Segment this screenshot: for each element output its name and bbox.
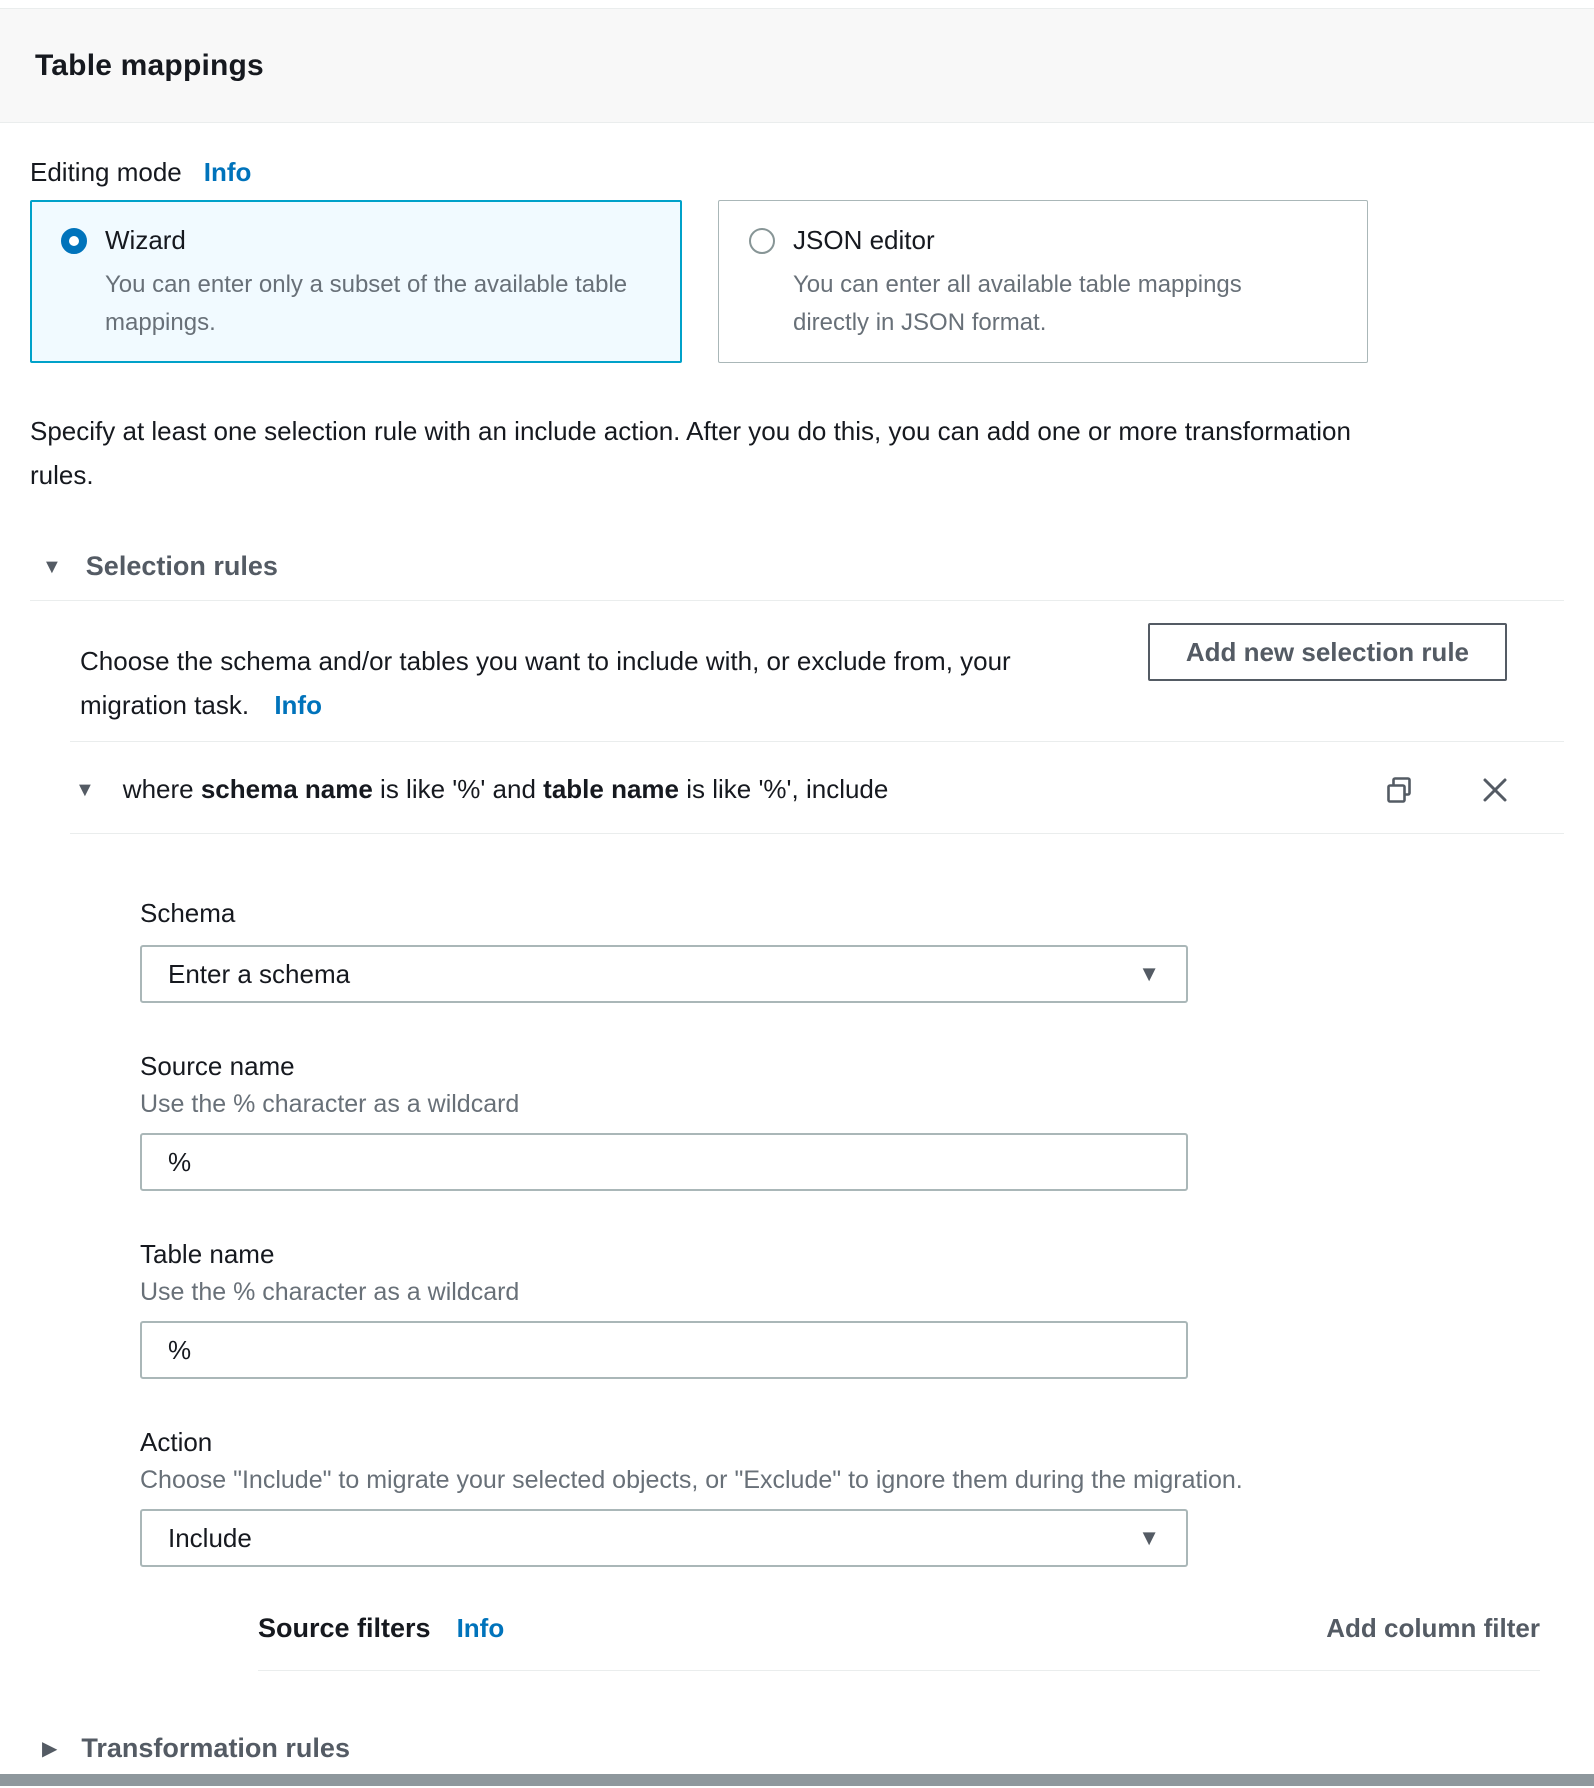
wizard-radio-row [61,225,657,256]
action-label: Action [140,1427,213,1457]
source-filters-title: Source filters [258,1613,431,1643]
editing-mode-info-link[interactable]: Info [203,157,252,187]
editing-mode-label: Editing mode [30,157,182,187]
action-field [140,1427,1564,1567]
rule-actions [1384,775,1510,805]
table-name-field [140,1239,1564,1379]
selection-rules-toolbar [30,601,1564,733]
radio-card-wizard[interactable] [30,200,682,363]
rule-summary [123,774,889,805]
source-name-label: Source name [140,1051,295,1081]
action-hint: Choose "Include" to migrate your selected objects, or "Exclude" to ignore them during the migration. [140,1466,1243,1494]
copy-rule-icon[interactable] [1384,775,1414,805]
page-title: Table mappings [35,48,264,82]
radio-card-json-editor[interactable] [718,200,1368,363]
action-select[interactable] [140,1509,1188,1567]
selection-rules-description-text: Choose the schema and/or tables you want to include with, or exclude from, your migration task. [80,646,1011,720]
selection-rules-info-link[interactable]: Info [274,690,322,720]
editing-mode-options [30,200,1564,363]
rule-summary-prefix: where [122,774,201,804]
add-column-filter-button[interactable]: Add column filter [1326,1613,1540,1643]
transformation-rules-title: Transformation rules [81,1733,350,1763]
intro-text: Specify at least one selection rule with an include action. After you do this, you can add one or more transformation rules. [30,416,1351,490]
panel-header [0,8,1594,123]
chevron-down-icon: ▼ [1138,1525,1160,1550]
rule-summary-mid: is like '%' and [372,774,544,804]
table-name-input[interactable] [140,1321,1188,1379]
schema-label: Schema [140,898,236,928]
transformation-rules-expander[interactable] [30,1733,1564,1764]
wizard-radio-button[interactable] [61,228,87,254]
divider [258,1670,1540,1671]
source-name-hint: Use the % character as a wildcard [140,1090,520,1118]
json-editor-radio-row [749,225,1343,256]
source-filters-info-link[interactable]: Info [456,1613,505,1643]
json-editor-radio-description: You can enter all available table mappings directly in JSON format. [793,271,1242,336]
source-name-field [140,1051,1564,1191]
action-select-value: Include [168,1522,252,1553]
json-editor-radio-label: JSON editor [793,225,935,255]
selection-rule-form [30,898,1564,1671]
rule-summary-table: table name [543,774,679,804]
schema-select-value: Enter a schema [168,958,351,989]
triangle-down-icon: ▼ [42,555,62,578]
horizontal-scrollbar[interactable] [0,1774,1594,1786]
selection-rules-description [80,639,1100,727]
wizard-radio-description: You can enter only a subset of the available table mappings. [105,271,628,336]
schema-select[interactable] [140,945,1188,1003]
remove-rule-icon[interactable] [1480,775,1510,805]
source-name-input[interactable] [140,1133,1188,1191]
selection-rules-expander[interactable] [30,551,1564,582]
add-selection-rule-button[interactable]: Add new selection rule [1148,623,1507,681]
rule-summary-suffix: is like '%', include [679,774,889,804]
divider [70,833,1564,834]
table-mappings-panel [0,8,1594,1788]
source-filters-row [258,1613,1540,1644]
triangle-right-icon: ▶ [42,1737,58,1760]
chevron-down-icon: ▼ [1138,961,1160,986]
wizard-radio-label: Wizard [105,225,186,255]
rule-triangle-down-icon[interactable]: ▼ [75,778,95,801]
rule-summary-schema: schema name [200,774,373,804]
editing-mode-row [30,157,1564,188]
panel-content [0,157,1594,1764]
selection-rules-title: Selection rules [85,551,278,581]
selection-rule-header[interactable] [30,742,1564,833]
table-name-label: Table name [140,1239,275,1269]
table-name-hint: Use the % character as a wildcard [140,1278,520,1306]
schema-field [140,898,1564,1003]
json-editor-radio-button[interactable] [749,228,775,254]
